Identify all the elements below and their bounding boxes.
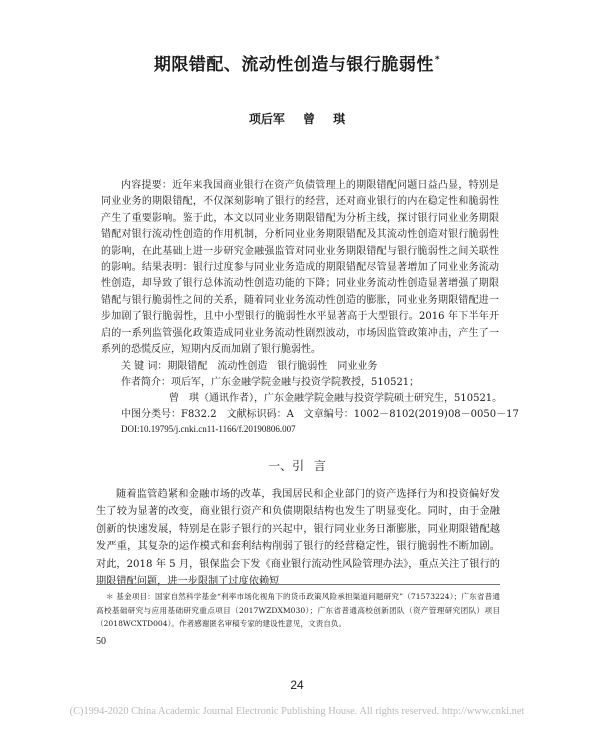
body-paragraph: 随着监管趋紧和金融市场的改革，我国居民和企业部门的资产选择行为和投资偏好发生了较为显著的改变，商业银行资产和负债期限结构也发生了明显变化。同时，由于金融创新的快速发展，特别是在影子银行的兴起中，银行同业业务日渐膨胀，同业期限错配越发严重，其复杂的运作模式和套利结构削弱了银行的经营稳定性，银行脆弱性不断加剧。对此，2018 年 5 月，银保监会下发《商业银行流动性风险管理办法》，重点关注了银行的期限错配问题，进一步限制了过度依赖短 — [96, 489, 500, 588]
section-heading-introduction: 一、引 言 — [268, 459, 326, 473]
article-title-text: 期限错配、流动性创造与银行脆弱性 — [153, 55, 434, 75]
abstract-block — [101, 178, 499, 358]
abstract-text: 近年来我国商业银行在资产负债管理上的期限错配问题日益凸显，特别是同业业务的期限错配，不仅深刻影响了银行的经营，还对商业银行的内在稳定性和脆弱性产生了重要影响。鉴于此，本文以同业业务期限错配为分析主线，探讨银行同业业务期限错配对银行流动性创造的作用机制，分析同业业务期限错配及其流动性创造对银行脆弱性的影响，在此基础上进一步研究金融强监管对同业业务期限错配与银行脆弱性之间关联性的影响。结果表明：银行过度参与同业业务造成的期限错配尽管显著增加了同业业务流动性创造，却导致了银行总体流动性创造功能的下降；同业业务流动性创造显著增强了期限错配与银行脆弱性之间的关系，随着同业业务流动性创造的膨胀，同业业务期限错配进一步加剧了银行脆弱性，且中小型银行的脆弱性水平显著高于大型银行。2016 年下半年开启的一系列监管强化政策造成同业业务流动性剧烈波动，市场因监管政策冲击，产生了一系列的恐慌反应，短期内反而加剧了银行脆弱性。 — [101, 180, 500, 356]
copyright-watermark: (C)1994-2020 China Academic Journal Electronic Publishing House. All rights reserved. http://www.cnki.net — [69, 706, 525, 717]
author-intro-line-2: 曾 琪（通讯作者），广东金融学院金融与投资学院硕士研究生，510521。 — [169, 393, 503, 404]
article-title — [0, 50, 594, 75]
keywords-line: 关 键 词：期限错配 流动性创造 银行脆弱性 同业业务 — [121, 361, 378, 372]
author-intro-line-1: 作者简介：项后军，广东金融学院金融与投资学院教授，510521； — [121, 377, 420, 388]
journal-page-number: 50 — [96, 636, 106, 647]
classification-line: 中图分类号：F832.2 文献标识码：A 文章编号：1002－8102(2019)08－0050－17 — [121, 409, 519, 420]
footnote-divider — [96, 584, 500, 585]
doi-line: DOI:10.19795/j.cnki.cn11-1166/f.20190806.007 — [121, 424, 296, 434]
article-authors: 项后军 曾 琪 — [248, 112, 346, 126]
footnote-funding: ＊ 基金项目：国家自然科学基金“利率市场化视角下的货币政策风险承担渠道问题研究”（71573224）；广东省普通高校基础研究与应用基础研究重点项目（2017WZDXM030）；广东省普通高校创新团队（资产管理研究团队）项目（2018WCXTD004）。作者感谢匿名审稿专家的建设性意见，文责自负。 — [96, 592, 500, 629]
abstract-label: 内容提要： — [121, 180, 173, 191]
pdf-page-number: 24 — [290, 678, 304, 692]
title-footnote-mark: * — [434, 55, 441, 65]
abstract-paragraph — [101, 178, 499, 358]
